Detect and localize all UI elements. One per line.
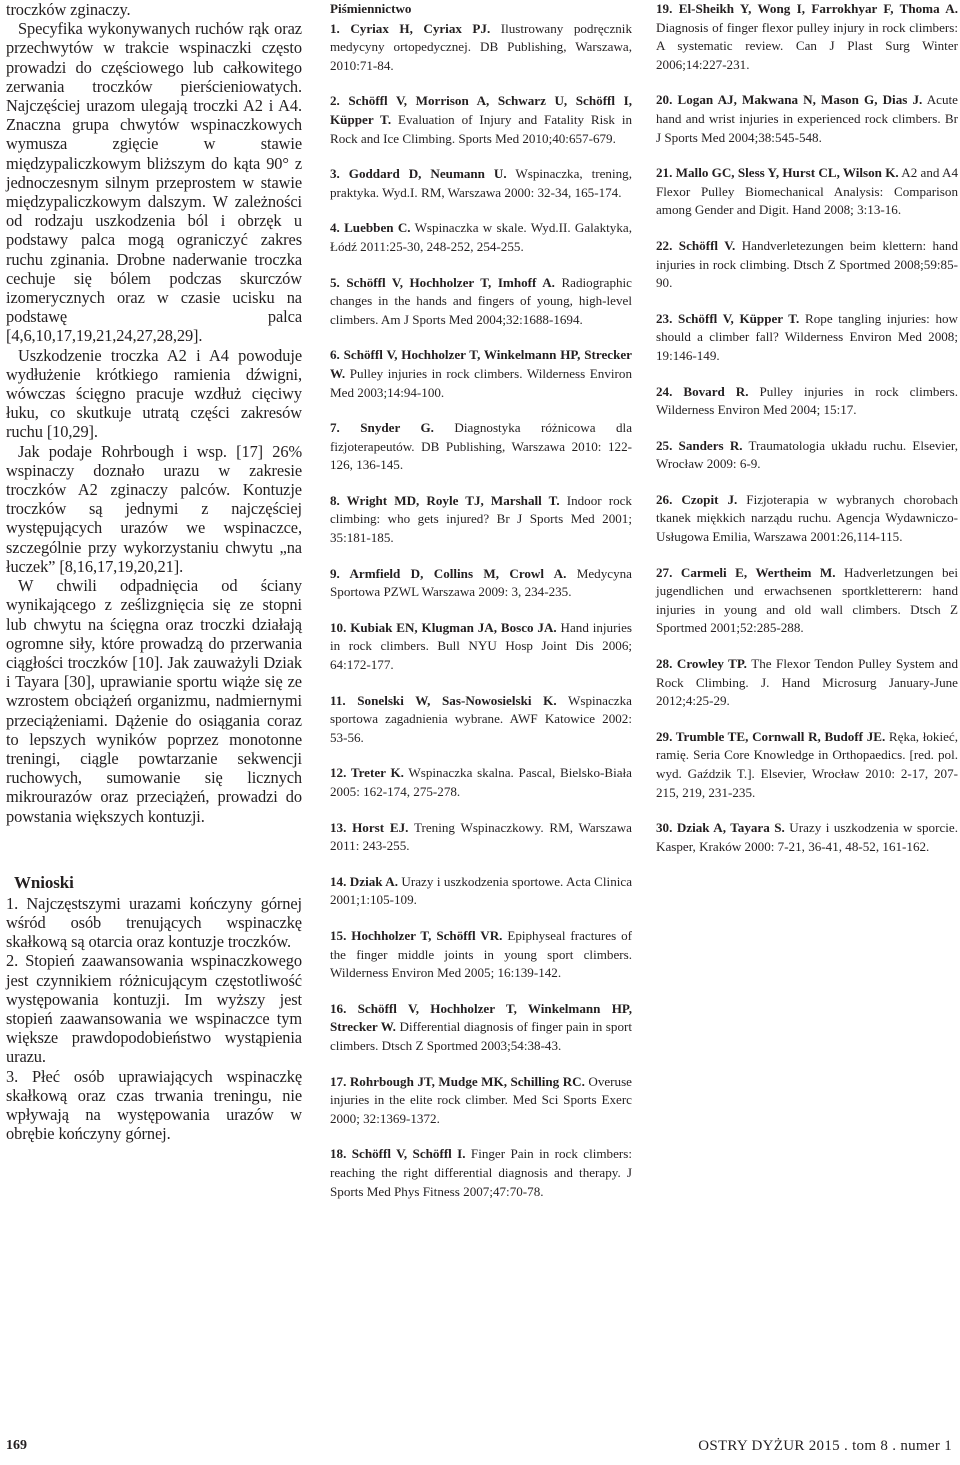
reference-authors: 14. Dziak A. — [330, 873, 398, 889]
reference-authors: 27. Carmeli E, Wertheim M. — [656, 564, 836, 580]
reference-item — [330, 927, 632, 983]
reference-authors: 1. Cyriax H, Cyriax PJ. — [330, 20, 491, 36]
reference-authors: 20. Logan AJ, Makwana N, Mason G, Dias J. — [656, 92, 923, 108]
reference-authors: 30. Dziak A, Tayara S. — [656, 820, 785, 836]
reference-text: Diagnostyka różnicowa dla fizjoterapeutów. DB Publishing, Warszawa 2010: 122-126, 136-145. — [330, 420, 632, 473]
paragraph: Uszkodzenie troczka A2 i A4 powoduje wydłużenie krótkiego ramienia dźwigni, wówczas ścięgno pracuje wzdłuż cięciwy łuku, co skutkuje utratą części zakresów ruchu [10,29]. — [6, 345, 302, 442]
reference-text: Urazy i uszkodzenia sportowe. Acta Clinica 2001;1:105-109. — [330, 873, 632, 908]
reference-authors: 8. Wright MD, Royle TJ, Marshall T. — [330, 492, 560, 508]
reference-text: Epiphyseal fractures of the finger middle joints in young sport climbers. Wilderness Environ Med 2005; 16:139-142. — [330, 927, 632, 981]
reference-authors: 2. Schöffl V, Morrison A, Schwarz U, Schöffl I, Küpper T. — [330, 93, 632, 127]
references-column-1 — [330, 0, 632, 1218]
reference-item — [656, 91, 958, 147]
reference-authors: 28. Crowley TP. — [656, 656, 747, 672]
reference-authors: 4. Luebben C. — [330, 220, 411, 236]
reference-item — [656, 237, 958, 293]
page-number: 169 — [6, 1438, 27, 1453]
reference-authors: 29. Trumble TE, Cornwall R, Budoff JE. — [656, 728, 886, 744]
reference-authors: 26. Czopit J. — [656, 491, 738, 507]
reference-text: Medycyna Sportowa PZWL Warszawa 2009: 3, 234-235. — [330, 565, 632, 600]
reference-authors: 13. Horst EJ. — [330, 819, 409, 835]
reference-text: The Flexor Tendon Pulley System and Rock Climbing. J. Hand Microsurg January-June 2012;4:25-29. — [656, 656, 958, 709]
reference-text: Hand injuries in rock climbers. Bull NYU Hosp Joint Dis 2006; 64:172-177. — [330, 619, 632, 673]
reference-item — [330, 492, 632, 548]
reference-item — [656, 491, 958, 547]
reference-authors: 5. Schöffl V, Hochholzer T, Imhoff A. — [330, 274, 555, 290]
reference-item — [330, 1073, 632, 1129]
reference-text: Pulley injuries in rock climbers. Wilderness Environ Med 2004; 15:17. — [656, 383, 958, 418]
reference-authors: 25. Sanders R. — [656, 437, 743, 453]
paragraph: troczków zginaczy. — [6, 0, 131, 19]
reference-authors: 11. Sonelski W, Sas-Nowosielski K. — [330, 692, 557, 708]
reference-item — [330, 764, 632, 801]
reference-text: Acute hand and wrist injuries in experienced rock climbers. Br J Sports Med 2004;38:545-548. — [656, 92, 958, 145]
paragraph: Specyfika wykonywanych ruchów rąk oraz przechwytów w trakcie wspinaczki często prowadzi do częściowego lub całkowitego zerwania troczków pierścieniowatych. Najczęściej urazom ulegają troczki A2 i A4. Znaczna grupa chwytów wspinaczkowych wymusza zgięcie w stawie międzypaliczkowym bliższym do kąta 90° z jednoczesnym silnym przeprostem w stawie międzypaliczkowym dalszym. W zależności od rodzaju uszkodzenia ból i obrzęk u podstawy palca mogą ograniczyć zakres ruchu zginania. Drobne naderwanie troczka cechuje się bólem podczas skurczów izomerycznych oraz w czasie ucisku na podstawę palca [4,6,10,17,19,21,24,27,28,29]. — [6, 19, 302, 346]
reference-item — [656, 437, 958, 474]
reference-list — [330, 20, 632, 1202]
reference-text: Evaluation of Injury and Fatality Risk in Rock and Ice Climbing. Sports Med 2010;40:657-679. — [330, 111, 632, 146]
conclusion-item: 2. Stopień zaawansowania wspinaczkowego jest czynnikiem różnicującym częstotliwość występowania kontuzji. Im wyższy jest stopień zaawansowania we wspinaczce tym większe prawdopodobieństwo wystąpienia urazu. — [6, 951, 302, 1067]
reference-text: Wspinaczka skalna. Pascal, Bielsko-Biała 2005: 162-174, 275-278. — [330, 765, 632, 799]
reference-item — [656, 655, 958, 711]
reference-authors: 17. Rohrbough JT, Mudge MK, Schilling RC. — [330, 1073, 585, 1089]
reference-authors: 9. Armfield D, Collins M, Crowl A. — [330, 565, 567, 581]
reference-item — [656, 819, 958, 856]
reference-item — [330, 692, 632, 748]
reference-text: Ręka, łokieć, ramię. Seria Core Knowledge in Orthopaedics. [red. pol. wyd. Gaździk T.]. Elsevier, Wrocław 2010: 2-17, 207-215, 219, 231-235. — [656, 728, 958, 800]
reference-authors: 19. El-Sheikh Y, Wong I, Farrokhyar F, Thoma A. — [656, 1, 958, 16]
references-heading: Piśmiennictwo — [330, 1, 412, 16]
reference-item — [330, 274, 632, 330]
reference-item — [330, 619, 632, 675]
reference-item — [656, 310, 958, 366]
references-column-2 — [656, 0, 958, 873]
reference-text: Overuse injuries in the elite rock climber. Med Sci Sports Exerc 2000; 32:1369-1372. — [330, 1073, 632, 1126]
paragraph: W chwili odpadnięcia od ściany wynikającego z ześlizgnięcia się ze stopni lub chwytu na ścięgna oraz troczki działają ogromne siły, które prowadzą do przerwania ciągłości troczków [10]. Jak zauważyli Dziak i Tayara [30], uprawianie sportu wiąże się ze wzrostem obciążeń organizmu, nadmiernymi przeciążeniami. Dążenie do osiągania coraz to lepszych wyników poprzez monotonne treningi, ciągle powtarzanie sekwencji ruchowych, sumowanie się licznych mikrourazów oraz przeciążeń, prowadzi do powstania większych kontuzji. — [6, 576, 302, 826]
reference-item — [656, 564, 958, 638]
reference-item — [656, 0, 958, 74]
conclusion-item: 1. Najczęstszymi urazami kończyny górnej wśród osób trenujących wspinaczkę skałkową są otarcia oraz kontuzje troczków. — [6, 893, 302, 952]
reference-item — [330, 819, 632, 856]
reference-text: Urazy i uszkodzenia w sporcie. Kasper, Kraków 2000: 7-21, 36-41, 48-52, 161-162. — [656, 820, 958, 854]
reference-text: Radiographic changes in the hands and fingers of young, high-level climbers. Am J Sports Med 2004;32:1688-1694. — [330, 274, 632, 327]
reference-authors: 15. Hochholzer T, Schöffl VR. — [330, 927, 503, 943]
reference-text: Pulley injuries in rock climbers. Wilderness Environ Med 2003;14:94-100. — [330, 365, 632, 400]
reference-item — [656, 728, 958, 802]
reference-authors: 7. Snyder G. — [330, 420, 434, 436]
reference-authors: 16. Schöffl V, Hochholzer T, Winkelmann HP, Strecker W. — [330, 1000, 632, 1035]
reference-item — [656, 164, 958, 220]
reference-text: Trening Wspinaczkowy. RM, Warszawa 2011: 243-255. — [330, 819, 632, 854]
reference-item — [330, 92, 632, 148]
reference-authors: 21. Mallo GC, Sless Y, Hurst CL, Wilson K. — [656, 165, 899, 181]
reference-item — [330, 346, 632, 402]
reference-item — [656, 383, 958, 420]
reference-item — [330, 873, 632, 910]
reference-authors: 6. Schöffl V, Hochholzer T, Winkelmann HP, Strecker W. — [330, 347, 632, 381]
reference-text: Differential diagnosis of finger pain in sport climbers. Dtsch Z Sportmed 2003;54:38-43. — [330, 1019, 632, 1053]
reference-item — [330, 1145, 632, 1201]
reference-item — [330, 20, 632, 76]
reference-text: Rope tangling injuries: how should a climber fall? Wilderness Environ Med 2008; 19:146-149. — [656, 310, 958, 363]
reference-text: Finger Pain in rock climbers: reaching the right differential diagnosis and therapy. J Sports Med Phys Fitness 2007;47:70-78. — [330, 1146, 632, 1199]
reference-authors: 23. Schöffl V, Küpper T. — [656, 310, 800, 326]
reference-text: Traumatologia układu ruchu. Elsevier, Wrocław 2009: 6-9. — [656, 437, 958, 472]
reference-authors: 10. Kubiak EN, Klugman JA, Bosco JA. — [330, 619, 557, 635]
conclusion-item: 3. Płeć osób uprawiających wspinaczkę skałkową oraz czas trwania treningu, nie wpływają na występowania urazów w obrębie kończyny górnej. — [6, 1066, 302, 1144]
reference-authors: 22. Schöffl V. — [656, 237, 736, 253]
reference-authors: 18. Schöffl V, Schöffl I. — [330, 1146, 466, 1162]
reference-text: Wspinaczka, trening, praktyka. Wyd.I. RM, Warszawa 2000: 32-34, 165-174. — [330, 166, 632, 200]
reference-text: Ilustrowany podręcznik medycyny ortopedycznej. DB Publishing, Warszawa, 2010:71-84. — [330, 20, 632, 73]
reference-authors: 24. Bovard R. — [656, 383, 749, 399]
reference-list — [656, 0, 958, 856]
section-heading-wnioski: Wnioski — [14, 872, 74, 892]
reference-authors: 3. Goddard D, Neumann U. — [330, 166, 507, 182]
journal-info: OSTRY DYŻUR 2015 . tom 8 . numer 1 — [698, 1438, 952, 1454]
reference-text: A2 and A4 Flexor Pulley Biomechanical Analysis: Comparison among Gender and Digit. Hand 2008; 3:13-16. — [656, 165, 958, 218]
paragraph: Jak podaje Rohrbough i wsp. [17] 26% wspinaczy doznało urazu w zakresie troczków A2 zginaczy palców. Kontuzje troczków są jednymi z najczęściej występujących urazów we wspinaczce, szczególnie przy wykorzystaniu chwytu „na łuczek” [8,16,17,19,20,21]. — [6, 441, 302, 576]
reference-item — [330, 1000, 632, 1056]
reference-text: Hadverletzungen bei jugendlichen und erwachsenen sportkletterern: hand injuries in young and old wall climbers. Dtsch Z Sportmed 2001;52:285-288. — [656, 564, 958, 636]
reference-item — [330, 419, 632, 475]
reference-text: Wspinaczka w skale. Wyd.II. Galaktyka, Łódź 2011:25-30, 248-252, 254-255. — [330, 220, 632, 254]
reference-item — [330, 565, 632, 602]
body-text-column — [6, 0, 302, 1143]
reference-text: Fizjoterapia w wybranych chorobach tkanek miękkich narządu ruchu. Agencja Wydawniczo-Usługowa Emilia, Warszawa 2001:26,114-115. — [656, 491, 958, 545]
reference-item — [330, 165, 632, 202]
reference-authors: 12. Treter K. — [330, 765, 404, 781]
spacer — [6, 826, 302, 872]
reference-item — [330, 219, 632, 256]
reference-text: Wspinaczka sportowa zagadnienia wybrane. AWF Katowice 2002: 53-56. — [330, 692, 632, 745]
reference-text: Handverletezungen beim klettern: hand injuries in rock climbing. Dtsch Z Sportmed 2008;59:85-90. — [656, 237, 958, 291]
reference-text: Indoor rock climbing: who gets injured? Br J Sports Med 2001; 35:181-185. — [330, 492, 632, 546]
reference-text: Diagnosis of finger flexor pulley injury in rock climbers: A systematic review. Can J Plast Surg Winter 2006;14:227-231. — [656, 19, 958, 72]
